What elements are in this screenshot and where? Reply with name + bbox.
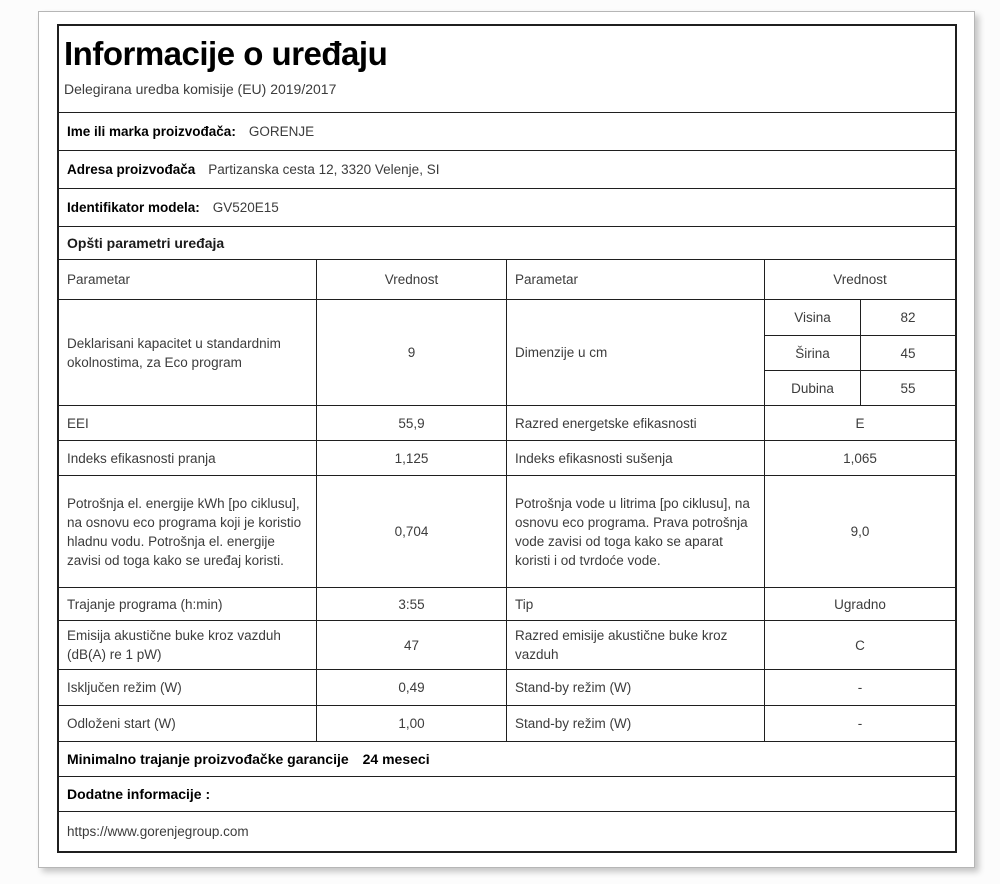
param-label: Deklarisani kapacitet u standardnim okolnostima, za Eco program [67, 335, 281, 370]
param-label: Indeks efikasnosti pranja [67, 450, 216, 466]
dimension-row-height [765, 300, 955, 335]
website-row [59, 811, 955, 851]
grid-header-row [59, 259, 955, 299]
param-value: E [764, 406, 955, 440]
param-value: 3:55 [316, 588, 506, 620]
param-label: Stand-by režim (W) [506, 670, 764, 705]
manufacturer-address-value: Partizanska cesta 12, 3320 Velenje, SI [208, 162, 440, 177]
dimensions-subtable [764, 300, 955, 405]
param-value: 47 [316, 621, 506, 669]
param-value: 1,065 [764, 441, 955, 475]
warranty-label: Minimalno trajanje proizvođačke garancije [67, 751, 349, 767]
page-title: Informacije o uređaju [64, 35, 388, 72]
param-row-duration-type [59, 587, 955, 620]
param-value: 1,00 [316, 706, 506, 741]
section-title-general-parameters: Opšti parametri uređaja [59, 226, 955, 259]
page-subtitle: Delegirana uredba komisije (EU) 2019/2017 [64, 81, 337, 98]
param-label: Isključen režim (W) [67, 680, 182, 695]
manufacturer-name-value: GORENJE [248, 124, 315, 139]
document-page [38, 11, 975, 868]
param-row-delayed-start [59, 705, 955, 741]
info-row-model-identifier [59, 188, 955, 226]
model-identifier-value: GV520E15 [212, 200, 279, 215]
info-row-manufacturer-name [59, 112, 955, 150]
param-row-noise [59, 620, 955, 669]
dimension-row-depth [765, 370, 955, 405]
param-row-eei [59, 405, 955, 440]
param-value: C [764, 621, 955, 669]
dimension-name: Širina [795, 345, 830, 361]
param-value: 1,125 [316, 441, 506, 475]
param-value: - [764, 706, 955, 741]
dimension-row-width [765, 335, 955, 370]
param-value: - [764, 670, 955, 705]
param-value: Ugradno [764, 588, 955, 620]
dimension-value: 55 [860, 371, 955, 405]
param-value: 55,9 [316, 406, 506, 440]
param-label: Potrošnja vode u litrima [po ciklusu], na osnovu eco programa. Prava potrošnja vode zavisi od toga kako se aparat koristi i od tvrdoće vode. [506, 476, 764, 587]
col-header-value-right: Vrednost [764, 260, 955, 299]
col-header-parameter-left: Parametar [67, 272, 131, 287]
info-row-manufacturer-address [59, 150, 955, 188]
param-label: EEI [67, 415, 89, 431]
param-value: 0,49 [316, 670, 506, 705]
dimension-name: Visina [794, 310, 831, 325]
param-label: Odloženi start (W) [67, 716, 176, 731]
param-label: Indeks efikasnosti sušenja [506, 441, 764, 475]
website-link[interactable]: https://www.gorenjegroup.com [67, 824, 249, 839]
param-row-efficiency-index [59, 440, 955, 475]
manufacturer-name-label: Ime ili marka proizvođača: [67, 124, 236, 139]
param-label: Emisija akustične buke kroz vazduh (dB(A) re 1 pW) [67, 628, 281, 662]
param-value: 9,0 [764, 476, 955, 587]
param-row-consumption [59, 475, 955, 587]
param-row-off-mode [59, 669, 955, 705]
param-label: Dimenzije u cm [506, 300, 764, 405]
title-block [59, 26, 955, 112]
param-label: Stand-by režim (W) [506, 706, 764, 741]
col-header-parameter-right: Parametar [506, 260, 764, 299]
warranty-value: 24 meseci [362, 751, 430, 767]
param-label: Trajanje programa (h:min) [67, 596, 223, 612]
param-label: Tip [506, 588, 764, 620]
param-row-capacity-dimensions [59, 299, 955, 405]
param-label: Razred energetske efikasnosti [506, 406, 764, 440]
manufacturer-address-label: Adresa proizvođača [67, 162, 196, 177]
param-label: Razred emisije akustične buke kroz vazduh [506, 621, 764, 669]
col-header-value-left: Vrednost [316, 260, 506, 299]
model-identifier-label: Identifikator modela: [67, 200, 200, 215]
dimension-name: Dubina [791, 380, 834, 396]
dimension-value: 45 [860, 336, 955, 370]
dimension-value: 82 [860, 300, 955, 335]
param-label: Potrošnja el. energije kWh [po ciklusu], na osnovu eco programa koji je koristio hladnu vodu. Potrošnja el. energije zavisi od toga kako se uređaj koristi. [67, 495, 302, 568]
device-info-table [57, 24, 957, 853]
additional-info-row: Dodatne informacije : [59, 776, 955, 811]
param-value: 9 [316, 300, 506, 405]
warranty-row [59, 741, 955, 776]
param-value: 0,704 [316, 476, 506, 587]
